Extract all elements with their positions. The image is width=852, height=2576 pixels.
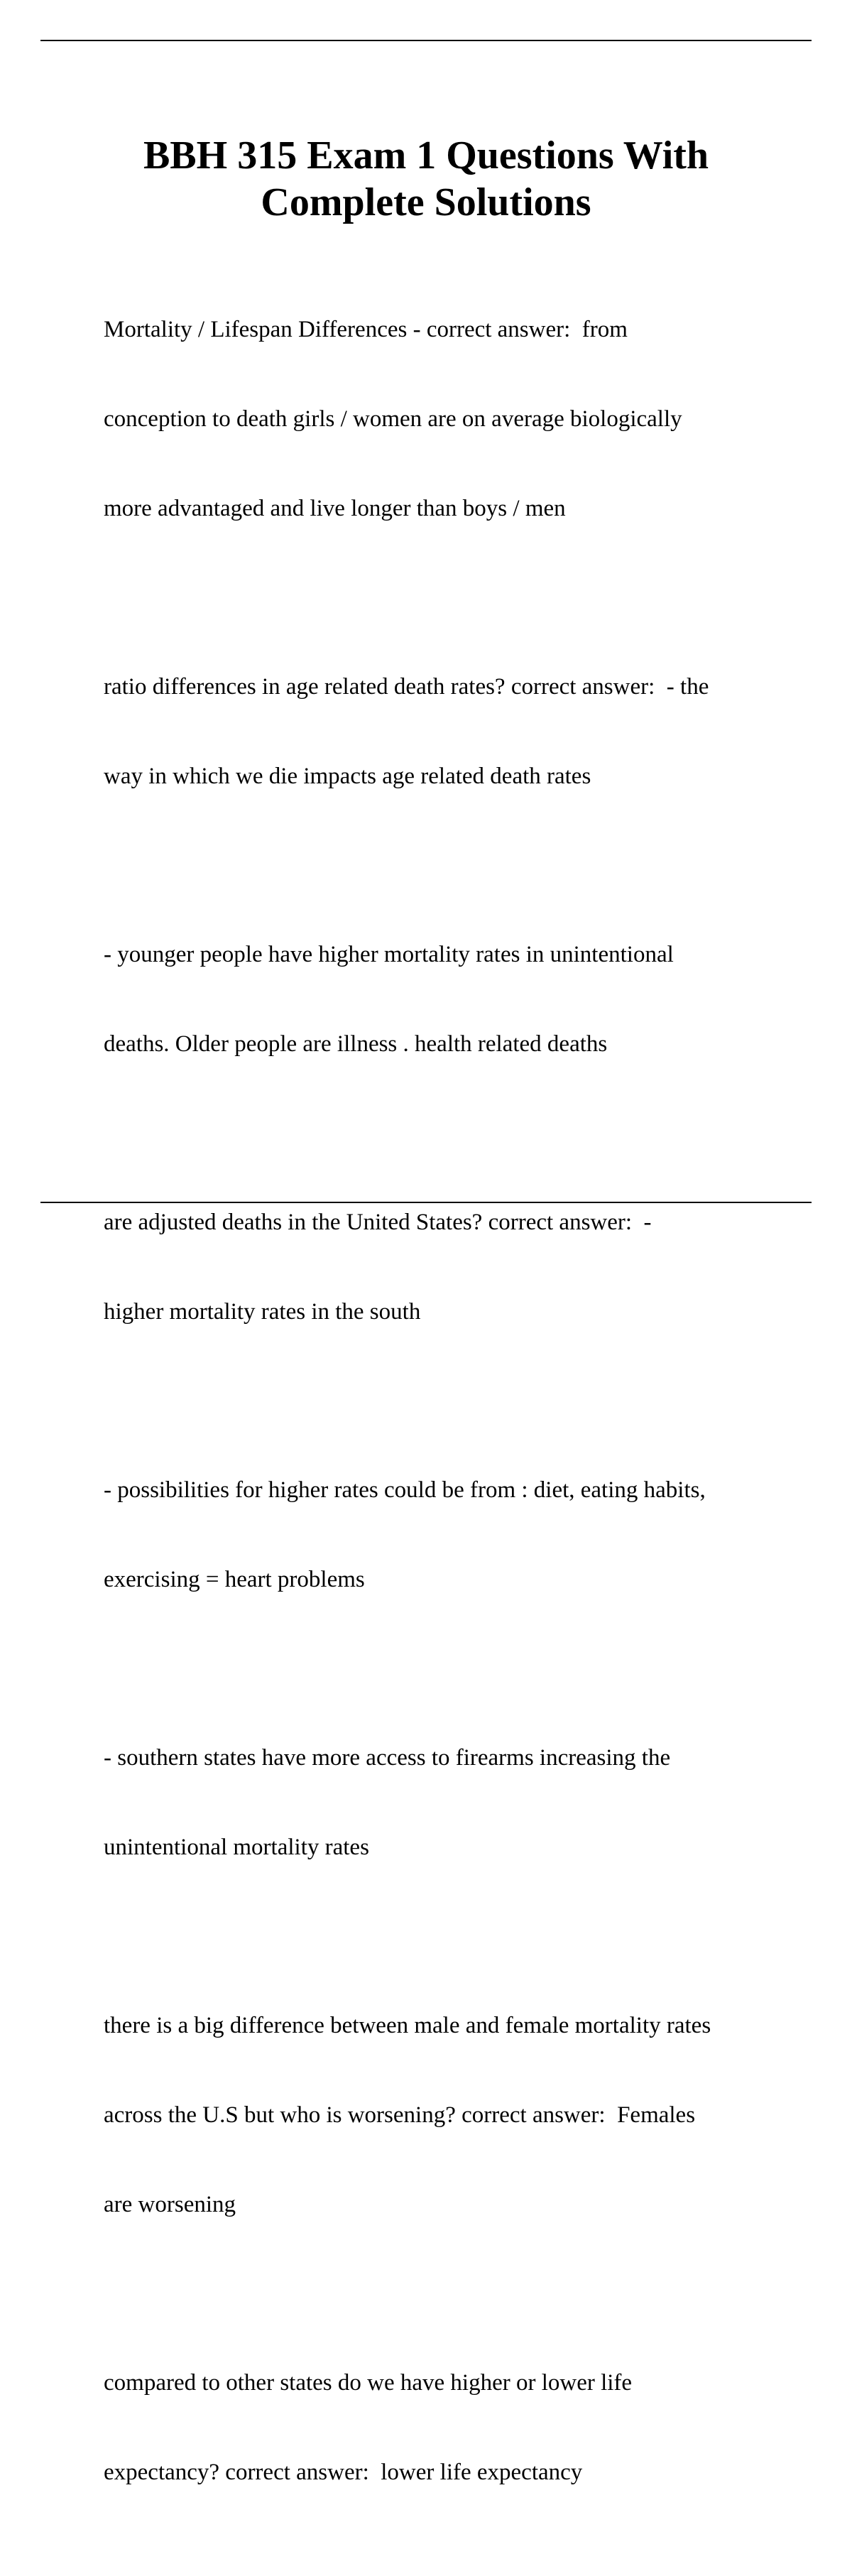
text-line: there is a big difference between male and female mortality rates [104, 2013, 711, 2038]
document-body [104, 255, 782, 2576]
text-line: are worsening [104, 2192, 236, 2217]
bottom-rule [40, 1202, 812, 1203]
qa-paragraph-4 [104, 1148, 782, 1386]
qa-paragraph-8 [104, 2308, 782, 2547]
text-line: more advantaged and live longer than boys / men [104, 496, 566, 521]
text-line: ratio differences in age related death rates? correct answer: - the [104, 674, 709, 700]
text-line: - southern states have more access to firearms increasing the [104, 1745, 671, 1771]
page-title [71, 132, 781, 226]
text-line: expectancy? correct answer: lower life expectancy [104, 2460, 583, 2485]
text-line: - younger people have higher mortality rates in unintentional [104, 942, 674, 967]
title-line-1: BBH 315 Exam 1 Questions With [143, 134, 709, 178]
text-line: way in which we die impacts age related death rates [104, 763, 591, 789]
text-line: higher mortality rates in the south [104, 1299, 421, 1325]
text-line: deaths. Older people are illness . health related deaths [104, 1031, 608, 1057]
qa-paragraph-3 [104, 880, 782, 1119]
text-line: unintentional mortality rates [104, 1835, 369, 1860]
text-line: conception to death girls / women are on average biologically [104, 406, 682, 432]
top-rule [40, 40, 812, 41]
qa-paragraph-2 [104, 612, 782, 851]
title-line-2: Complete Solutions [261, 180, 591, 224]
text-line: Mortality / Lifespan Differences - correct answer: from [104, 317, 628, 342]
text-line: exercising = heart problems [104, 1567, 365, 1592]
qa-paragraph-6 [104, 1683, 782, 1922]
text-line: compared to other states do we have higher or lower life [104, 2370, 633, 2396]
text-line: are adjusted deaths in the United States? correct answer: - [104, 1210, 652, 1235]
qa-paragraph-5 [104, 1415, 782, 1654]
qa-paragraph-1 [104, 255, 782, 583]
text-line: across the U.S but who is worsening? correct answer: Females [104, 2102, 696, 2128]
qa-paragraph-7 [104, 1951, 782, 2279]
text-line: - possibilities for higher rates could be from : diet, eating habits, [104, 1477, 706, 1503]
